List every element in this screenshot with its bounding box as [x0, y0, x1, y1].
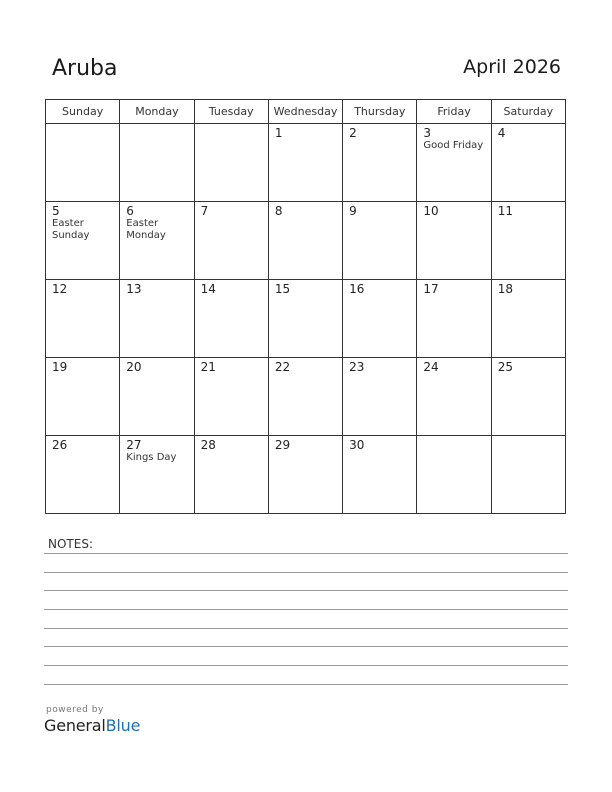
day-number: 24	[423, 360, 439, 374]
day-number: 6	[126, 204, 134, 218]
holiday-label: Kings Day	[126, 452, 177, 463]
day-number: 7	[200, 204, 209, 218]
holiday-label: Good Friday	[423, 140, 484, 151]
day-cell	[343, 358, 417, 436]
day-number: 19	[52, 360, 68, 374]
calendar-grid	[45, 99, 566, 514]
day-cell	[194, 124, 268, 202]
notes-line	[44, 590, 568, 591]
day-number: 9	[349, 204, 357, 218]
day-cell	[120, 358, 194, 436]
day-number	[417, 436, 490, 438]
day-cell	[46, 202, 120, 280]
day-number: 21	[200, 360, 216, 374]
weekday-header-row	[46, 100, 566, 124]
notes-line	[44, 628, 568, 629]
day-cell	[491, 280, 565, 358]
logo-general-text: General	[44, 716, 106, 735]
day-number: 18	[497, 282, 513, 296]
day-cell	[194, 280, 268, 358]
weekday-friday: Friday	[417, 100, 491, 124]
day-cell	[417, 124, 491, 202]
day-number: 23	[349, 360, 365, 374]
notes-line	[44, 572, 568, 573]
day-cell	[46, 436, 120, 514]
day-cell	[120, 280, 194, 358]
week-row-4	[46, 358, 566, 436]
day-cell	[417, 202, 491, 280]
day-cell	[194, 358, 268, 436]
country-title: Aruba	[52, 56, 118, 81]
day-cell	[120, 436, 194, 514]
day-number: 11	[497, 204, 513, 218]
day-number	[492, 436, 565, 438]
day-number: 17	[423, 282, 439, 296]
day-number	[120, 124, 193, 126]
weekday-sunday: Sunday	[46, 100, 120, 124]
logo-blue-text: Blue	[105, 716, 141, 735]
day-cell	[268, 124, 342, 202]
day-number: 10	[423, 204, 439, 218]
day-number: 1	[274, 126, 283, 140]
day-cell	[343, 436, 417, 514]
notes-line	[44, 553, 568, 554]
day-number	[195, 124, 268, 126]
weekday-wednesday: Wednesday	[268, 100, 342, 124]
day-cell	[268, 280, 342, 358]
day-number: 12	[52, 282, 68, 296]
weekday-thursday: Thursday	[343, 100, 417, 124]
day-number: 25	[497, 360, 513, 374]
weekday-saturday: Saturday	[491, 100, 565, 124]
weekday-tuesday: Tuesday	[194, 100, 268, 124]
day-number: 30	[349, 438, 365, 452]
day-cell	[46, 358, 120, 436]
notes-label: NOTES:	[48, 537, 93, 551]
day-number: 5	[52, 204, 60, 218]
day-cell	[268, 202, 342, 280]
day-cell	[120, 202, 194, 280]
holiday-label: Easter Monday	[126, 218, 166, 241]
week-row-2	[46, 202, 566, 280]
day-number: 4	[497, 126, 506, 140]
day-cell	[46, 124, 120, 202]
day-number: 27	[126, 438, 142, 452]
day-cell	[343, 202, 417, 280]
holiday-label: Easter Sunday	[52, 218, 90, 241]
week-row-5	[46, 436, 566, 514]
day-number: 3	[423, 126, 432, 140]
weekday-monday: Monday	[120, 100, 194, 124]
day-cell	[491, 436, 565, 514]
day-cell	[268, 436, 342, 514]
day-cell	[194, 202, 268, 280]
day-number: 22	[274, 360, 291, 374]
day-cell	[491, 124, 565, 202]
day-number: 14	[200, 282, 216, 296]
notes-line	[44, 665, 568, 666]
day-number: 8	[274, 204, 283, 218]
day-number: 29	[274, 438, 291, 452]
day-cell	[417, 358, 491, 436]
day-number: 2	[349, 126, 357, 140]
day-cell	[491, 202, 565, 280]
day-cell	[120, 124, 194, 202]
powered-by-text: powered by	[46, 705, 104, 715]
generalblue-logo[interactable]	[44, 716, 140, 735]
day-cell	[417, 280, 491, 358]
week-row-3	[46, 280, 566, 358]
day-number: 13	[126, 282, 142, 296]
day-number: 28	[200, 438, 216, 452]
day-cell	[194, 436, 268, 514]
notes-line	[44, 646, 568, 647]
week-row-1	[46, 124, 566, 202]
day-number	[46, 124, 119, 126]
notes-line	[44, 684, 568, 685]
notes-line	[44, 609, 568, 610]
day-cell	[343, 124, 417, 202]
day-cell	[491, 358, 565, 436]
day-number: 16	[349, 282, 365, 296]
month-title: April 2026	[463, 56, 561, 78]
day-number: 15	[274, 282, 291, 296]
day-cell	[417, 436, 491, 514]
day-cell	[46, 280, 120, 358]
day-number: 20	[126, 360, 142, 374]
day-cell	[268, 358, 342, 436]
day-number: 26	[52, 438, 68, 452]
day-cell	[343, 280, 417, 358]
